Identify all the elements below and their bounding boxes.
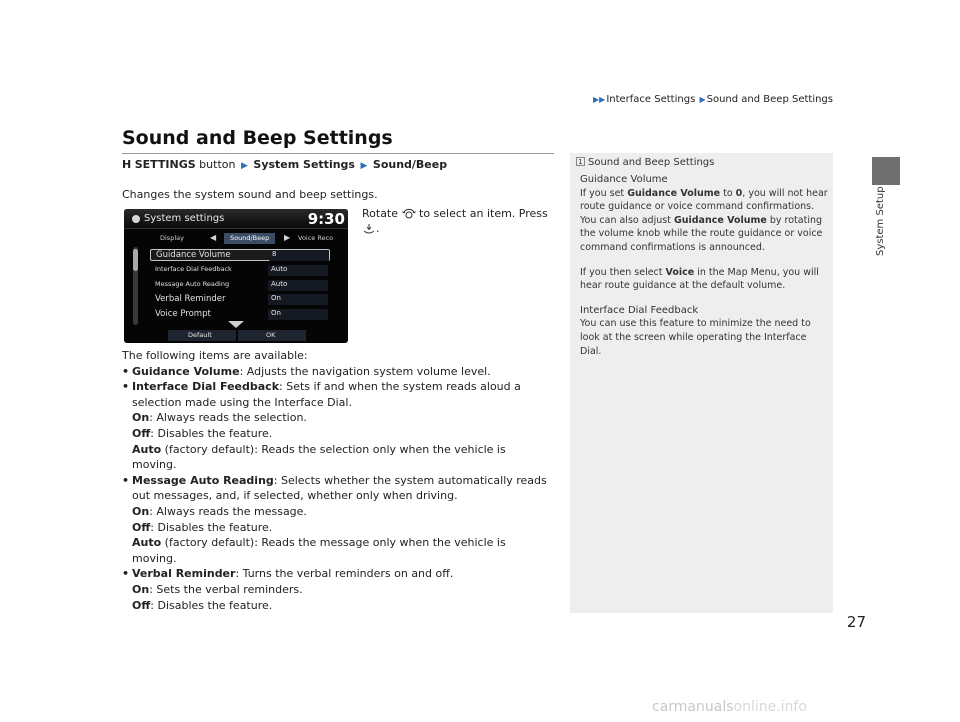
section-tab-label: System Setup [875,186,886,256]
screen-menu-dot-icon [132,215,140,223]
path-step-system-settings: System Settings [253,158,355,171]
page-title: Sound and Beep Settings [122,127,393,149]
note-number-icon: 1 [576,157,585,166]
list-item-verbal-reminder: • Verbal Reminder: Turns the verbal reminders on and off. [122,566,552,582]
list-item-interface-dial-feedback: • Interface Dial Feedback: Sets if and when the system reads aloud a selection made using the Interface Dial. [122,379,552,410]
list-item-message-auto-reading: • Message Auto Reading: Selects whether the system automatically reads out messages, and, if selected, whether only when driving. [122,473,552,504]
watermark: carmanualsonline.info [652,699,807,715]
option-on: On: Always reads the selection. [132,411,307,425]
option-auto: Auto (factory default): Reads the selection only when the vehicle is moving. [132,442,506,472]
scroll-down-arrow-icon [228,321,244,328]
option-off: Off: Disables the feature. [132,598,273,612]
items-intro: The following items are available: [122,349,308,362]
option-off: Off: Disables the feature. [132,520,273,534]
system-settings-screenshot [124,209,348,343]
note-paragraph: You can also adjust Guidance Volume by rotating the volume knob while the route guidance or voice command confirmations is announced. [580,214,823,253]
screen-header [124,209,348,229]
note-subtitle-interface-dial-feedback: Interface Dial Feedback [580,304,699,316]
screen-row-voice-prompt[interactable]: Voice Prompt On [150,309,330,321]
path-arrow-icon: ▶ [240,161,248,171]
breadcrumb-current: Sound and Beep Settings [706,94,833,105]
screen-tab-display[interactable]: Display [160,234,184,242]
page-number: 27 [846,613,866,631]
home-icon: H [122,158,132,171]
button-word: button [199,158,236,171]
note-paragraph: If you then select Voice in the Map Menu, you will hear route guidance at the default volume. [580,266,819,292]
note-paragraph: You can use this feature to minimize the need to look at the screen while operating the Interface Dial. [580,318,811,357]
screen-title: System settings [144,213,225,224]
press-dial-icon [362,223,376,235]
option-auto: Auto (factory default): Reads the message only when the vehicle is moving. [132,536,506,565]
intro-text: Changes the system sound and beep settings. [122,188,378,201]
available-items [122,348,552,613]
tab-left-arrow-icon: ◀ [210,233,217,242]
screen-row-verbal-reminder[interactable]: Verbal Reminder On [150,294,330,306]
path-step-sound-beep: Sound/Beep [372,158,448,171]
screen-tab-voice-reco[interactable]: Voice Reco [298,234,334,242]
breadcrumb [592,94,833,105]
path-arrow-icon: ▶ [360,161,368,171]
list-item-guidance-volume: • Guidance Volume: Adjusts the navigation system volume level. [122,364,552,380]
side-note-panel [570,153,833,613]
note-paragraph: If you set Guidance Volume to 0, you will not hear route guidance or voice command confirmations. [580,187,828,213]
option-off: Off: Disables the feature. [132,426,273,440]
rotate-dial-icon [402,208,416,220]
option-on: On: Always reads the message. [132,504,307,518]
breadcrumb-arrow-icon: ▶ [699,95,706,104]
note-body [580,173,828,358]
screen-row-message-auto-reading[interactable]: Message Auto Reading Auto [150,280,330,292]
navigation-path [122,158,447,171]
screen-scrollbar-thumb [133,249,138,271]
option-on: On: Sets the verbal reminders. [132,582,303,596]
screen-row-guidance-volume[interactable]: Guidance Volume 8 [150,249,330,261]
screen-tabs [144,233,342,244]
screen-row-interface-dial-feedback[interactable]: Interface Dial Feedback Auto [150,265,330,277]
screen-clock: 9:30 [307,210,345,228]
tab-right-arrow-icon: ▶ [284,233,291,242]
settings-button-label: SETTINGS [134,158,196,171]
note-heading: 1 Sound and Beep Settings [576,157,714,168]
breadcrumb-arrow-icon: ▶▶ [593,95,606,104]
screen-tab-sound-beep[interactable]: Sound/Beep [224,233,275,244]
screen-ok-button[interactable]: OK [238,330,306,341]
note-subtitle-guidance-volume: Guidance Volume [580,174,668,185]
rotate-instruction: Rotate to select an item. Press . [362,207,548,235]
breadcrumb-parent[interactable]: Interface Settings [606,94,696,105]
title-divider [122,153,554,154]
screen-default-button[interactable]: Default [168,330,236,341]
